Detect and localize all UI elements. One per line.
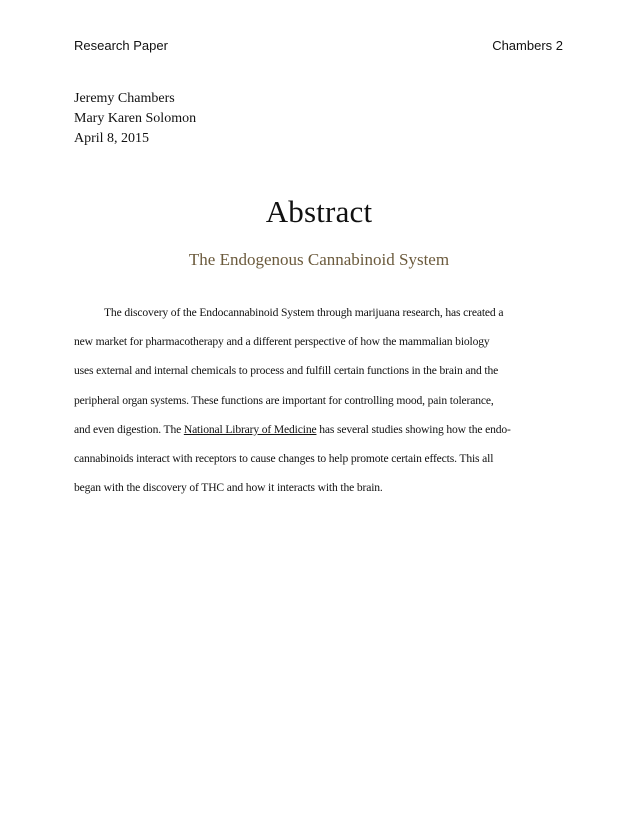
paragraph-line-with-link bbox=[74, 415, 566, 444]
paragraph-line: uses external and internal chemicals to process and fulfill certain functions in the brain and the bbox=[74, 364, 499, 378]
author-name: Jeremy Chambers bbox=[74, 91, 175, 106]
page-subtitle: The Endogenous Cannabinoid System bbox=[188, 250, 450, 269]
national-library-of-medicine-link[interactable]: National Library of Medicine bbox=[183, 422, 317, 436]
document-date: April 8, 2015 bbox=[74, 131, 150, 146]
abstract-paragraph bbox=[74, 298, 566, 502]
paragraph-line: cannabinoids interact with receptors to cause changes to help promote certain effects. This all bbox=[74, 451, 494, 465]
paragraph-line: peripheral organ systems. These functions are important for controlling mood, pain tolerance, bbox=[74, 393, 494, 407]
running-header-title: Research Paper bbox=[74, 38, 168, 53]
running-header-page-number: Chambers 2 bbox=[492, 38, 563, 53]
paragraph-line: new market for pharmacotherapy and a different perspective of how the mammalian biology bbox=[74, 335, 490, 349]
paragraph-line: began with the discovery of THC and how it interacts with the brain. bbox=[74, 481, 383, 495]
paragraph-text: has several studies showing how the endo- bbox=[316, 422, 511, 436]
paragraph-line: The discovery of the Endocannabinoid System through marijuana research, has created a bbox=[104, 306, 504, 319]
instructor-name: Mary Karen Solomon bbox=[74, 111, 197, 126]
paragraph-text: and even digestion. The bbox=[74, 422, 184, 436]
author-block bbox=[74, 89, 196, 149]
page-title: Abstract bbox=[265, 194, 373, 229]
